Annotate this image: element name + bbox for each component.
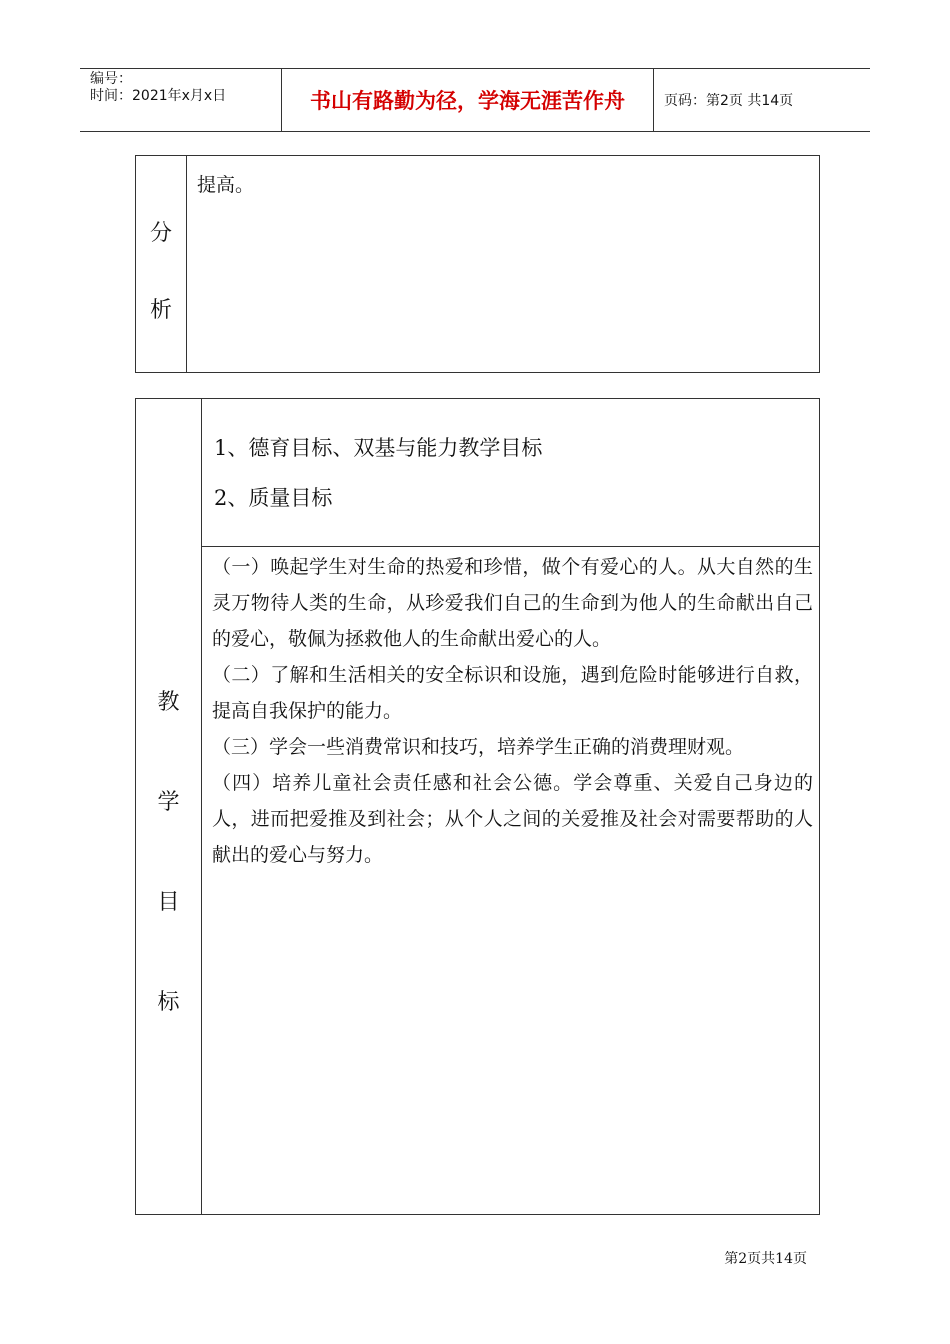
goals-summary-cell bbox=[202, 399, 820, 547]
analysis-label bbox=[136, 156, 187, 373]
footer-page-note: 第2页共14页 bbox=[724, 1251, 807, 1267]
goals-label-char: 目 bbox=[157, 890, 180, 915]
teaching-goals-label bbox=[136, 399, 202, 1215]
teaching-goals-table bbox=[135, 398, 820, 1215]
goals-label-char: 学 bbox=[157, 790, 180, 815]
goal-paragraph: （四）培养儿童社会责任感和社会公德。学会尊重、关爱自己身边的人，进而把爱推及到社会；从个人之间的关爱推及社会对需要帮助的人献出的爱心与努力。 bbox=[212, 772, 813, 866]
goal-paragraph: （一）唤起学生对生命的热爱和珍惜，做个有爱心的人。从大自然的生灵万物待人类的生命，从珍爱我们自己的生命到为他人的生命献出自己的爱心，敬佩为拯救他人的生命献出爱心的人。 bbox=[212, 556, 813, 650]
goals-label-char: 标 bbox=[157, 990, 180, 1015]
goal-paragraph: （三）学会一些消费常识和技巧，培养学生正确的消费理财观。 bbox=[212, 736, 745, 758]
analysis-table bbox=[135, 155, 820, 373]
analysis-label-char: 分 bbox=[149, 221, 172, 246]
page-header bbox=[80, 68, 870, 132]
header-meta bbox=[80, 69, 282, 131]
header-page-info: 页码：第2页 共14页 bbox=[664, 93, 794, 109]
number-label: 编号： bbox=[90, 71, 132, 87]
header-motto: 书山有路勤为径，学海无涯苦作舟 bbox=[282, 69, 654, 131]
goal-item: 2、质量目标 bbox=[214, 486, 333, 510]
time-label: 时间：2021年x月x日 bbox=[90, 88, 227, 104]
analysis-label-char: 析 bbox=[149, 298, 172, 323]
analysis-content bbox=[187, 156, 820, 373]
goals-label-char: 教 bbox=[157, 690, 180, 715]
analysis-text: 提高。 bbox=[197, 174, 255, 196]
goal-item: 1、德育目标、双基与能力教学目标 bbox=[214, 436, 543, 460]
goals-detail-cell bbox=[202, 547, 820, 1215]
goal-paragraph: （二）了解和生活相关的安全标识和设施，遇到危险时能够进行自救，提高自我保护的能力。 bbox=[212, 664, 813, 722]
